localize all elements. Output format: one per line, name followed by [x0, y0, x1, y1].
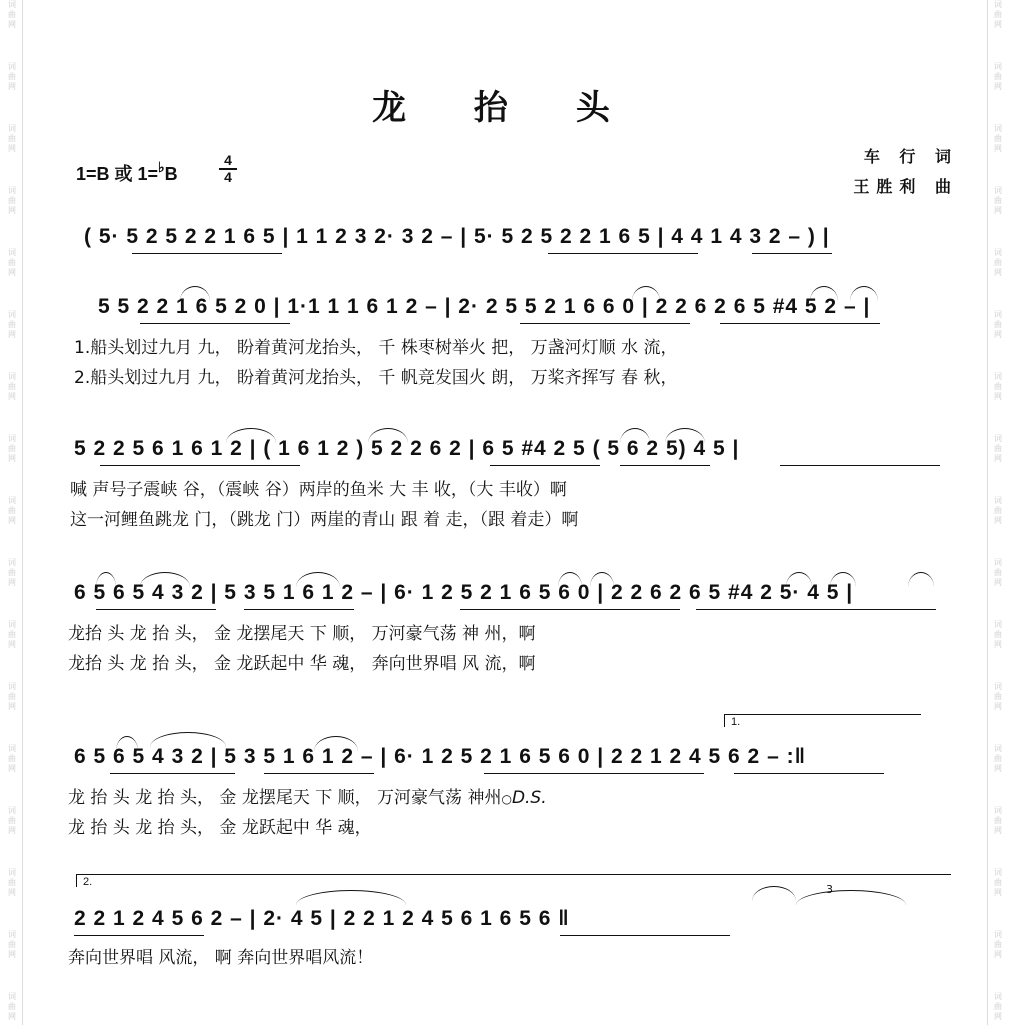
underline	[96, 609, 216, 610]
underline	[244, 609, 354, 610]
key-note: B	[164, 164, 178, 184]
underline	[696, 609, 936, 610]
credits	[853, 142, 958, 202]
lyricist: 车 行 词	[863, 147, 958, 166]
watermark-text: 词曲网	[994, 682, 1002, 711]
ds-marking: D.S.	[511, 788, 547, 808]
underline	[460, 609, 680, 610]
watermark-text: 词曲网	[8, 620, 16, 649]
watermark-text: 词曲网	[994, 62, 1002, 91]
lyric-verse-1: 1.船头划过九月 九， 盼着黄河龙抬头， 千 株枣树举火 把， 万盏河灯顺 水 流，	[74, 338, 678, 358]
watermark-text: 词曲网	[8, 310, 16, 339]
watermark-text: 词曲网	[8, 930, 16, 959]
watermark-text: 词曲网	[994, 992, 1002, 1021]
watermark-text: 词曲网	[994, 124, 1002, 153]
watermark-text: 词曲网	[994, 620, 1002, 649]
underline	[720, 323, 880, 324]
underline	[484, 773, 704, 774]
watermark-text: 词曲网	[994, 372, 1002, 401]
volta-2: 2.	[76, 874, 951, 887]
notes-line: 5 2 2 5 6 1 6 1 2 | ( 1 6 1 2 ) 5 2 2 6 2 | 6 5 #4 2 5 ( 5 6 2 5) 4 5 |	[74, 437, 740, 460]
triplet-mark: 3	[826, 883, 833, 896]
lyric-verse-2: 2.船头划过九月 九， 盼着黄河龙抬头， 千 帆竞发国火 朗， 万桨齐挥写 春 秋，	[74, 368, 678, 388]
song-title: 龙 抬 头	[372, 88, 638, 128]
notes-line: 5 5 2 2 1 6 5 2 0 | 1·1 1 1 6 1 2 – | 2· 2 5 5 2 1 6 6 0 | 2 2 6 2 6 5 #4 5 2 – |	[98, 295, 871, 318]
lyric-verse-final: 奔向世界唱 风流， 啊 奔向世界唱风流！	[68, 948, 374, 968]
key-prefix: 1=B 或 1=	[76, 164, 159, 184]
lyric-verse-1: 喊 声号子震峡 谷，（震峡 谷）两岸的鱼米 大 丰 收，（大 丰收）啊	[70, 480, 567, 500]
underline	[140, 323, 290, 324]
watermark-text: 词曲网	[8, 124, 16, 153]
composer: 王胜利 曲	[853, 177, 958, 196]
watermark-text: 词曲网	[8, 62, 16, 91]
watermark-text: 词曲网	[8, 744, 16, 773]
right-border	[987, 0, 988, 1025]
underline	[100, 465, 300, 466]
watermark-text: 词曲网	[994, 310, 1002, 339]
watermark-text: 词曲网	[994, 868, 1002, 897]
watermark-text: 词曲网	[8, 434, 16, 463]
underline	[264, 773, 374, 774]
slur	[796, 890, 906, 905]
lyric-verse-1: 龙抬 头 龙 抬 头， 金 龙摆尾天 下 顺， 万河豪气荡 神 州，啊	[68, 624, 536, 644]
watermark-text: 词曲网	[8, 186, 16, 215]
underline	[490, 465, 600, 466]
left-border	[22, 0, 23, 1025]
right-watermark	[990, 0, 1006, 1025]
watermark-text: 词曲网	[8, 496, 16, 525]
watermark-text: 词曲网	[8, 558, 16, 587]
slur	[908, 572, 934, 587]
lyric-text: 龙 抬 头 龙 抬 头， 金 龙摆尾天 下 顺， 万河豪气荡 神州	[68, 788, 502, 808]
watermark-text: 词曲网	[8, 868, 16, 897]
watermark-text: 词曲网	[8, 248, 16, 277]
watermark-text: 词曲网	[994, 930, 1002, 959]
watermark-text: 词曲网	[994, 806, 1002, 835]
watermark-text: 词曲网	[8, 372, 16, 401]
notes-line: ( 5· 5 2 5 2 2 1 6 5 | 1 1 2 3 2· 3 2 – | 5· 5 2 5 2 2 1 6 5 | 4 4 1 4 3 2 – ) |	[84, 225, 830, 248]
underline	[560, 935, 730, 936]
watermark-text: 词曲网	[994, 496, 1002, 525]
notes-line: 2 2 1 2 4 5 6 2 – | 2· 4 5 | 2 2 1 2 4 5 6 1 6 5 6 ‖	[74, 907, 570, 930]
lyric-verse-2: 龙抬 头 龙 抬 头， 金 龙跃起中 华 魂， 奔向世界唱 风 流，啊	[68, 654, 536, 674]
volta-1: 1.	[724, 714, 921, 727]
underline	[132, 253, 282, 254]
key-signature	[76, 160, 178, 186]
time-top: 4	[224, 152, 232, 168]
watermark-text: 词曲网	[994, 558, 1002, 587]
watermark-text: 词曲网	[8, 0, 16, 29]
underline	[520, 323, 690, 324]
lyric-verse-2: 这一河鲤鱼跳龙 门，（跳龙 门）两崖的青山 跟 着 走，（跟 着走）啊	[70, 510, 579, 530]
watermark-text: 词曲网	[8, 992, 16, 1021]
watermark-text: 词曲网	[8, 806, 16, 835]
watermark-text: 词曲网	[994, 248, 1002, 277]
underline	[548, 253, 698, 254]
notes-line: 6 5 6 5 4 3 2 | 5 3 5 1 6 1 2 – | 6· 1 2 5 2 1 6 5 6 0 | 2 2 6 2 6 5 #4 2 5· 4 5 |	[74, 581, 854, 604]
slur	[752, 886, 796, 901]
flat-sign: ♭	[158, 159, 165, 175]
underline	[752, 253, 832, 254]
left-watermark	[4, 0, 20, 1025]
underline	[110, 773, 235, 774]
underline	[74, 935, 204, 936]
slur	[296, 890, 406, 905]
watermark-text: 词曲网	[994, 186, 1002, 215]
watermark-text: 词曲网	[994, 744, 1002, 773]
time-signature	[219, 153, 237, 185]
lyric-verse-2: 龙 抬 头 龙 抬 头， 金 龙跃起中 华 魂，	[68, 818, 372, 838]
underline	[734, 773, 884, 774]
notes-line: 6 5 6 5 4 3 2 | 5 3 5 1 6 1 2 – | 6· 1 2 5 2 1 6 5 6 0 | 2 2 1 2 4 5 6 2 – :‖	[74, 745, 807, 768]
underline	[780, 465, 940, 466]
underline	[620, 465, 710, 466]
watermark-text: 词曲网	[8, 682, 16, 711]
lyric-verse-1: 龙 抬 头 龙 抬 头， 金 龙摆尾天 下 顺， 万河豪气荡 神州○D.S.	[68, 788, 547, 808]
time-bottom: 4	[219, 168, 237, 185]
watermark-text: 词曲网	[994, 0, 1002, 29]
watermark-text: 词曲网	[994, 434, 1002, 463]
